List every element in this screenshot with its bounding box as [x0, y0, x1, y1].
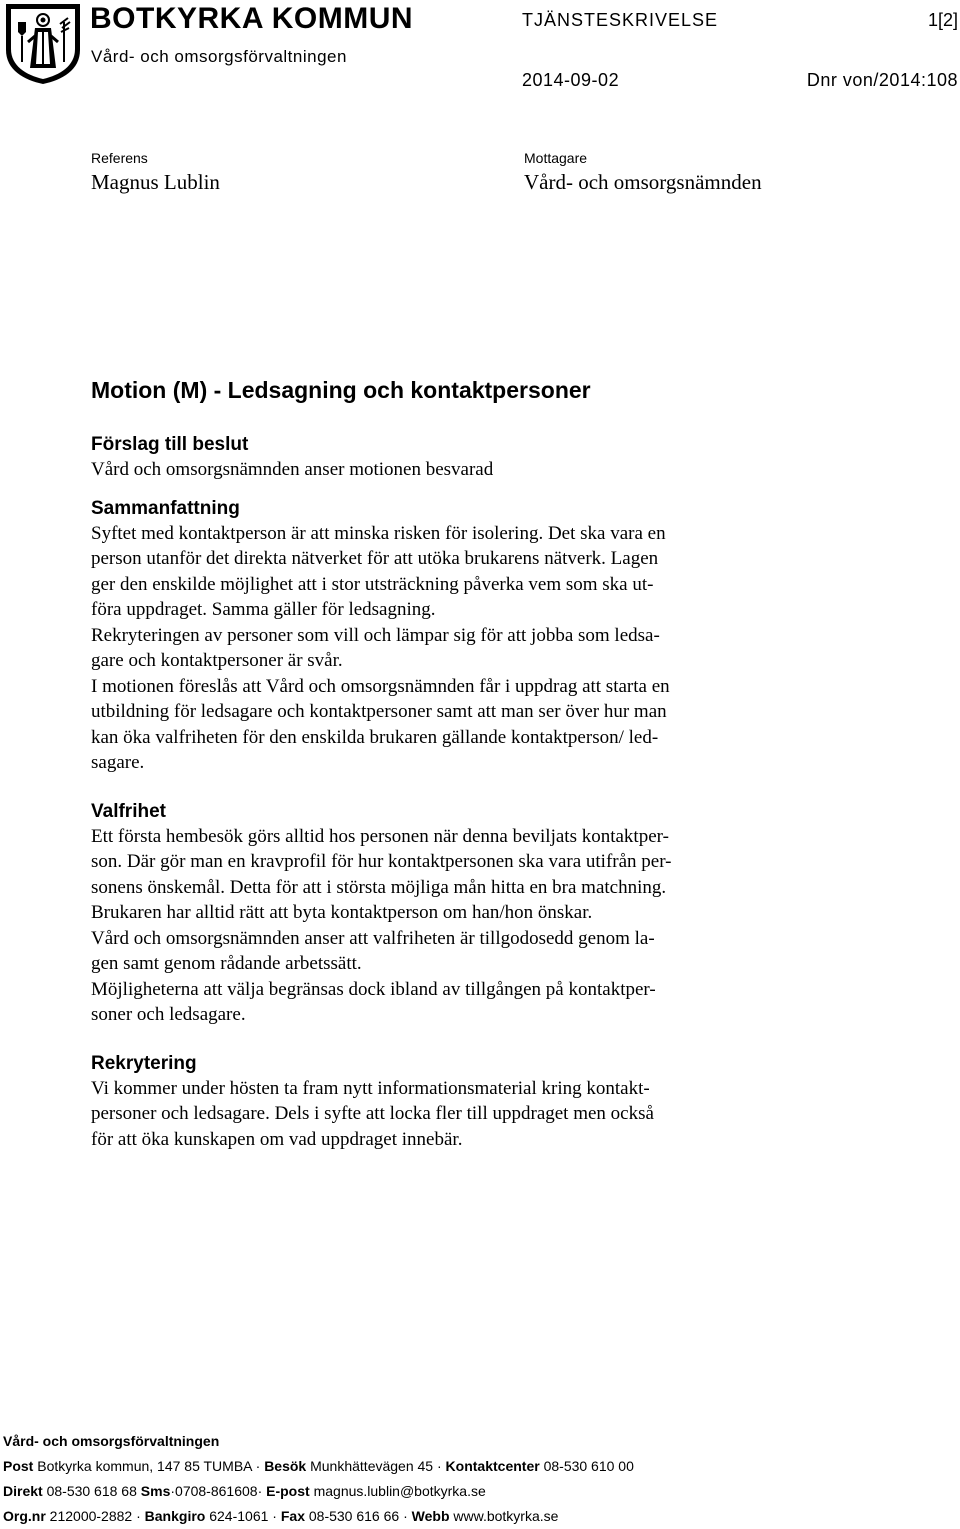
reference-label: Referens	[91, 150, 148, 166]
recruitment-paragraph	[91, 1076, 891, 1153]
fax-label: Fax	[280, 1508, 305, 1524]
separator: ·	[255, 1458, 261, 1474]
recruitment-heading: Rekrytering	[91, 1052, 197, 1074]
choice-line: Brukaren har alltid rätt att byta kontaktperson om han/hon önskar.	[91, 902, 593, 923]
choice-heading: Valfrihet	[91, 800, 166, 822]
proposal-text: Vård och omsorgsnämnden anser motionen besvarad	[91, 459, 494, 480]
separator: ·	[136, 1508, 141, 1524]
separator: ·	[403, 1508, 408, 1524]
document-date: 2014-09-02	[522, 70, 620, 90]
summary-line: sagare.	[91, 752, 145, 773]
post-value: Botkyrka kommun, 147 85 TUMBA	[37, 1458, 252, 1474]
org-name: BOTKYRKA KOMMUN	[90, 2, 414, 35]
orgnr-label: Org.nr	[3, 1508, 46, 1524]
choice-paragraph	[91, 824, 891, 1028]
document-title: Motion (M) - Ledsagning och kontaktpersoner	[91, 377, 591, 403]
footer-line-1	[3, 1454, 634, 1479]
footer	[3, 1429, 634, 1529]
contact-label: Kontaktcenter	[445, 1458, 540, 1474]
summary-line: kan öka valfriheten för den enskilda brukaren gällande kontaktperson/ led-	[91, 726, 659, 748]
municipal-crest-logo	[4, 2, 82, 86]
summary-line: Rekryteringen av personer som vill och lämpar sig för att jobba som ledsa-	[91, 624, 660, 646]
bankgiro-label: Bankgiro	[144, 1508, 206, 1524]
choice-line: Ett första hembesök görs alltid hos personen när denna beviljats kontaktper-	[91, 825, 669, 847]
choice-line: Möjligheterna att välja begränsas dock ibland av tillgången på kontaktper-	[91, 978, 656, 1000]
proposal-heading: Förslag till beslut	[91, 434, 249, 455]
summary-line: person utanför det direkta nätverket för att utöka brukarens nätverk. Lagen	[91, 548, 659, 569]
choice-line: son. Där gör man en kravprofil för hur kontaktpersonen ska vara utifrån per-	[91, 851, 672, 872]
separator: ·	[170, 1483, 176, 1499]
sms-label: Sms	[140, 1483, 171, 1499]
org-department: Vård- och omsorgsförvaltningen	[91, 47, 347, 66]
summary-line: föra uppdraget. Samma gäller för ledsagning.	[91, 599, 436, 620]
summary-line: utbildning för ledsagare och kontaktpersoner samt att man ser över hur man	[91, 701, 667, 722]
web-label: Webb	[411, 1508, 450, 1524]
recruitment-line: Vi kommer under hösten ta fram nytt informationsmaterial kring kontakt-	[91, 1077, 650, 1099]
orgnr-value: 212000-2882	[49, 1508, 133, 1524]
web-value[interactable]: www.botkyrka.se	[453, 1508, 559, 1524]
direct-value: 08-530 618 68	[46, 1483, 137, 1499]
registration-number: Dnr von/2014:108	[806, 70, 958, 90]
choice-line: gen samt genom rådande arbetssätt.	[91, 953, 362, 974]
choice-line: soner och ledsagare.	[91, 1004, 246, 1025]
visit-value: Munkhättevägen 45	[310, 1458, 434, 1474]
recruitment-line: personer och ledsagare. Dels i syfte att locka fler till uppdraget men också	[91, 1103, 654, 1124]
choice-line: sonens önskemål. Detta för att i största möjliga mån hitta en bra matchning.	[91, 876, 667, 898]
footer-line-3	[3, 1504, 634, 1529]
document-body	[91, 375, 891, 1152]
email-value[interactable]: magnus.lublin@botkyrka.se	[313, 1483, 486, 1499]
fax-value: 08-530 616 66	[308, 1508, 400, 1524]
separator: ·	[436, 1458, 442, 1474]
visit-label: Besök	[264, 1458, 307, 1474]
email-label: E-post	[266, 1483, 310, 1499]
summary-line: gare och kontaktpersoner är svår.	[91, 650, 343, 671]
summary-line: I motionen föreslås att Vård och omsorgsnämnden får i uppdrag att starta en	[91, 675, 670, 697]
bankgiro-value: 624-1061	[209, 1508, 269, 1524]
recipient-value: Vård- och omsorgsnämnden	[524, 170, 762, 194]
contact-value: 08-530 610 00	[543, 1458, 634, 1474]
summary-line: ger den enskilde möjlighet att i stor utsträckning påverka vem som ska ut-	[91, 573, 654, 595]
separator: ·	[257, 1483, 263, 1499]
page-number: 1[2]	[927, 10, 958, 30]
post-label: Post	[3, 1458, 34, 1474]
recruitment-line: för att öka kunskapen om vad uppdraget innebär.	[91, 1128, 463, 1150]
summary-paragraph	[91, 521, 891, 776]
sms-value: 0708-861608	[175, 1483, 258, 1499]
summary-heading: Sammanfattning	[91, 497, 240, 519]
document-type: TJÄNSTESKRIVELSE	[522, 10, 719, 30]
summary-line: Syftet med kontaktperson är att minska risken för isolering. Det ska vara en	[91, 522, 666, 544]
choice-line: Vård och omsorgsnämnden anser att valfriheten är tillgodosedd genom la-	[91, 927, 655, 949]
footer-org: Vård- och omsorgsförvaltningen	[3, 1433, 220, 1449]
reference-value: Magnus Lublin	[91, 170, 220, 194]
direct-label: Direkt	[3, 1483, 43, 1499]
footer-line-2	[3, 1479, 634, 1504]
separator: ·	[272, 1508, 277, 1524]
recipient-label: Mottagare	[524, 150, 588, 166]
